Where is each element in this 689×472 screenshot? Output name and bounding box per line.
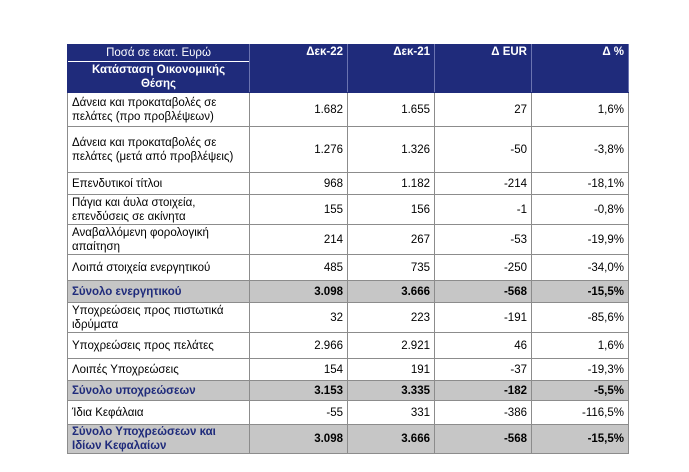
value-dec21: 1.326 bbox=[348, 127, 435, 173]
col-header-dec21: Δεκ-21 bbox=[348, 45, 435, 93]
total-row bbox=[68, 381, 629, 401]
value-delta-eur: -568 bbox=[435, 425, 532, 454]
value-dec21: 191 bbox=[348, 359, 435, 381]
table-row bbox=[68, 333, 629, 359]
row-label: Ίδια Κεφάλαια bbox=[68, 401, 250, 425]
table-row bbox=[68, 401, 629, 425]
row-label: Δάνεια και προκαταβολές σε πελάτες (προ προβλέψεων) bbox=[68, 93, 250, 127]
value-delta-pct: -3,8% bbox=[532, 127, 629, 173]
value-delta-eur: -1 bbox=[435, 195, 532, 225]
amounts-note: Ποσά σε εκατ. Ευρώ bbox=[68, 45, 249, 62]
value-dec21: 735 bbox=[348, 255, 435, 281]
row-label: Δάνεια και προκαταβολές σε πελάτες (μετά από προβλέψεις) bbox=[68, 127, 250, 173]
row-label: Πάγια και άυλα στοιχεία, επενδύσεις σε ακίνητα bbox=[68, 195, 250, 225]
table-row bbox=[68, 225, 629, 255]
value-delta-eur: -214 bbox=[435, 173, 532, 195]
value-dec21: 3.666 bbox=[348, 425, 435, 454]
value-delta-pct: -19,9% bbox=[532, 225, 629, 255]
value-delta-pct: 1,6% bbox=[532, 333, 629, 359]
table-row bbox=[68, 359, 629, 381]
value-delta-pct: -19,3% bbox=[532, 359, 629, 381]
value-dec22: 154 bbox=[250, 359, 348, 381]
row-label: Σύνολο υποχρεώσεων bbox=[68, 381, 250, 401]
header-label-cell bbox=[68, 45, 250, 93]
value-dec21: 1.655 bbox=[348, 93, 435, 127]
value-delta-pct: -85,6% bbox=[532, 303, 629, 333]
value-dec22: 1.276 bbox=[250, 127, 348, 173]
value-delta-pct: 1,6% bbox=[532, 93, 629, 127]
value-dec22: 968 bbox=[250, 173, 348, 195]
value-dec22: 2.966 bbox=[250, 333, 348, 359]
value-delta-eur: -250 bbox=[435, 255, 532, 281]
value-delta-pct: -0,8% bbox=[532, 195, 629, 225]
value-delta-eur: -191 bbox=[435, 303, 532, 333]
value-dec22: 3.098 bbox=[250, 425, 348, 454]
value-delta-pct: -15,5% bbox=[532, 425, 629, 454]
col-header-delta-eur: Δ EUR bbox=[435, 45, 532, 93]
value-delta-eur: 46 bbox=[435, 333, 532, 359]
value-delta-pct: -5,5% bbox=[532, 381, 629, 401]
table-row bbox=[68, 93, 629, 127]
value-dec21: 223 bbox=[348, 303, 435, 333]
col-header-dec22: Δεκ-22 bbox=[250, 45, 348, 93]
table-row bbox=[68, 127, 629, 173]
value-dec22: -55 bbox=[250, 401, 348, 425]
value-delta-pct: -18,1% bbox=[532, 173, 629, 195]
value-dec21: 267 bbox=[348, 225, 435, 255]
row-label: Επενδυτικοί τίτλοι bbox=[68, 173, 250, 195]
value-dec21: 2.921 bbox=[348, 333, 435, 359]
value-delta-eur: 27 bbox=[435, 93, 532, 127]
value-dec22: 155 bbox=[250, 195, 348, 225]
value-delta-eur: -37 bbox=[435, 359, 532, 381]
value-delta-eur: -53 bbox=[435, 225, 532, 255]
value-delta-pct: -15,5% bbox=[532, 281, 629, 303]
row-label: Υποχρεώσεις προς πιστωτικά ιδρύματα bbox=[68, 303, 250, 333]
value-dec21: 3.335 bbox=[348, 381, 435, 401]
row-label: Σύνολο Υποχρεώσεων και Ιδίων Κεφαλαίων bbox=[68, 425, 250, 454]
statement-title: Κατάσταση Οικονομικής Θέσης bbox=[91, 64, 226, 90]
col-header-delta-pct: Δ % bbox=[532, 45, 629, 93]
value-dec21: 331 bbox=[348, 401, 435, 425]
row-label: Λοιπές Υποχρεώσεις bbox=[68, 359, 250, 381]
row-label: Υποχρεώσεις προς πελάτες bbox=[68, 333, 250, 359]
value-dec22: 1.682 bbox=[250, 93, 348, 127]
row-label: Λοιπά στοιχεία ενεργητικού bbox=[68, 255, 250, 281]
row-label: Σύνολο ενεργητικού bbox=[68, 281, 250, 303]
total-row bbox=[68, 281, 629, 303]
value-delta-eur: -182 bbox=[435, 381, 532, 401]
header-row bbox=[68, 45, 629, 93]
table-row bbox=[68, 303, 629, 333]
value-dec21: 1.182 bbox=[348, 173, 435, 195]
value-dec22: 32 bbox=[250, 303, 348, 333]
value-dec22: 485 bbox=[250, 255, 348, 281]
value-dec22: 3.098 bbox=[250, 281, 348, 303]
value-dec21: 156 bbox=[348, 195, 435, 225]
value-dec21: 3.666 bbox=[348, 281, 435, 303]
value-delta-eur: -386 bbox=[435, 401, 532, 425]
value-delta-eur: -568 bbox=[435, 281, 532, 303]
value-delta-pct: -34,0% bbox=[532, 255, 629, 281]
value-dec22: 214 bbox=[250, 225, 348, 255]
row-label: Αναβαλλόμενη φορολογική απαίτηση bbox=[68, 225, 250, 255]
value-delta-eur: -50 bbox=[435, 127, 532, 173]
total-row bbox=[68, 425, 629, 454]
value-dec22: 3.153 bbox=[250, 381, 348, 401]
table-row bbox=[68, 195, 629, 225]
value-delta-pct: -116,5% bbox=[532, 401, 629, 425]
table-row bbox=[68, 173, 629, 195]
financial-position-table bbox=[67, 44, 629, 454]
table-row bbox=[68, 255, 629, 281]
